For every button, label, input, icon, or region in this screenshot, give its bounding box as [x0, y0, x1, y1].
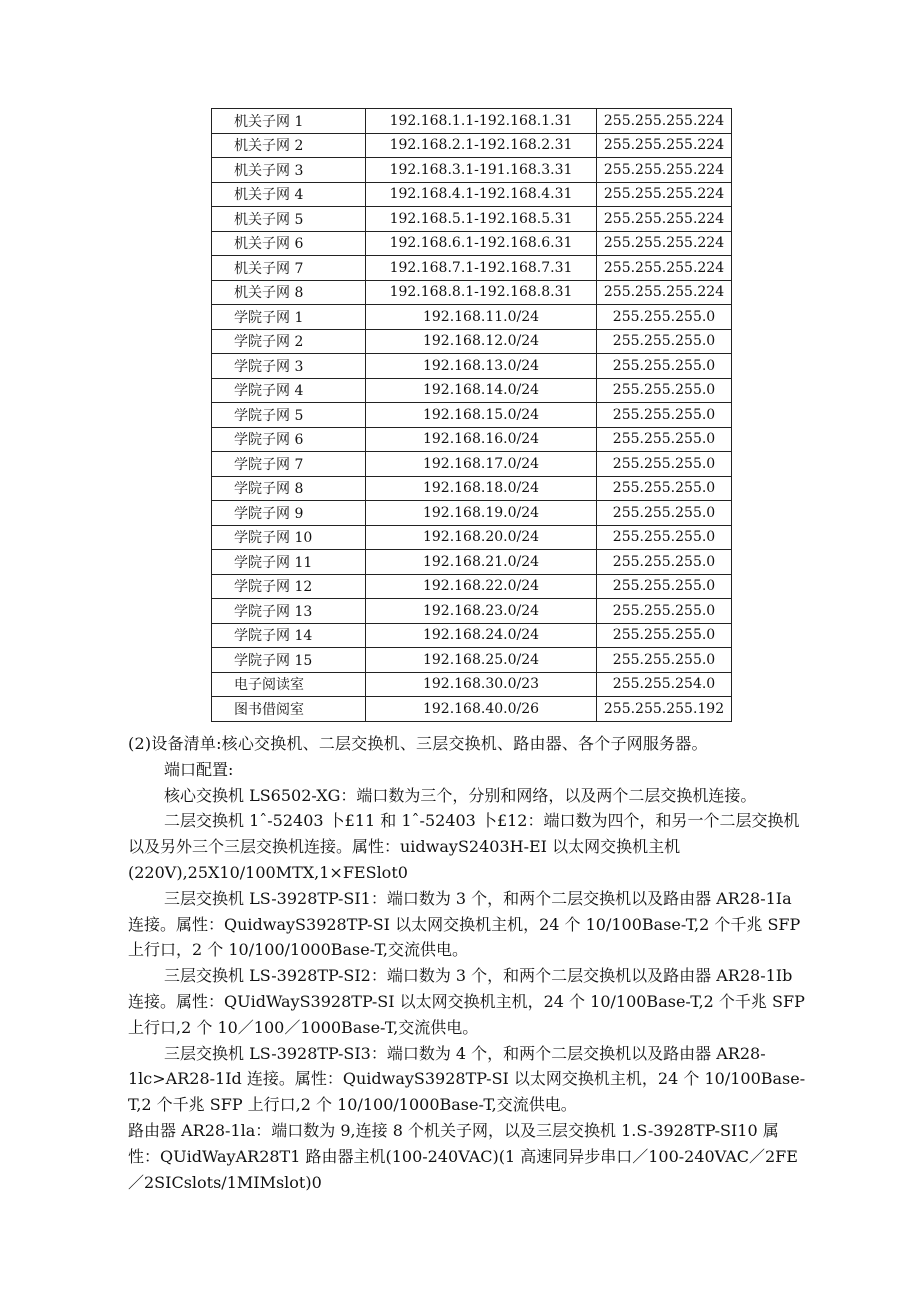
subnet-mask-cell: 255.255.255.0: [597, 574, 732, 599]
subnet-mask-cell: 255.255.255.224: [597, 158, 732, 183]
ip-range-cell: 192.168.25.0/24: [366, 648, 597, 673]
table-row: [212, 158, 732, 183]
core-switch-paragraph: 核心交换机 LS6502-XG：端口数为三个，分别和网络，以及两个二层交换机连接。: [164, 785, 757, 805]
port-config-label: 端口配置:: [164, 759, 234, 779]
subnet-mask-cell: 255.255.255.0: [597, 452, 732, 477]
ip-range-cell: 192.168.1.1-192.168.1.31: [366, 109, 597, 134]
table-row: [212, 599, 732, 624]
subnet-mask-cell: 255.255.255.0: [597, 550, 732, 575]
subnet-name-cell: 学院子网 8: [212, 476, 366, 501]
ip-range-cell: 192.168.20.0/24: [366, 525, 597, 550]
ip-range-cell: 192.168.6.1-192.168.6.31: [366, 231, 597, 256]
l2-switch-paragraph: 二层交换机 1ˆ-52403 卜£11 和 1ˆ-52403 卜£12：端口数为四个，和另一个二层交换机以及另外三个三层交换机连接。属性：uidwayS2403H-EI 以太网交换机主机(220V),25X10/100MTX,1×FESlot0: [128, 811, 800, 882]
subnet-name-cell: 学院子网 7: [212, 452, 366, 477]
table-row: [212, 697, 732, 722]
subnet-mask-cell: 255.255.255.0: [597, 623, 732, 648]
table-row: [212, 207, 732, 232]
table-row: [212, 574, 732, 599]
subnet-name-cell: 电子阅读室: [212, 672, 366, 697]
table-row: [212, 109, 732, 134]
subnet-mask-cell: 255.255.255.224: [597, 109, 732, 134]
table-row: [212, 305, 732, 330]
table-row: [212, 329, 732, 354]
subnet-mask-cell: 255.255.254.0: [597, 672, 732, 697]
ip-range-cell: 192.168.30.0/23: [366, 672, 597, 697]
table-row: [212, 256, 732, 281]
ip-range-cell: 192.168.40.0/26: [366, 697, 597, 722]
table-row: [212, 182, 732, 207]
subnet-name-cell: 学院子网 2: [212, 329, 366, 354]
subnet-mask-cell: 255.255.255.224: [597, 182, 732, 207]
subnet-mask-cell: 255.255.255.0: [597, 501, 732, 526]
subnet-name-cell: 机关子网 7: [212, 256, 366, 281]
table-row: [212, 231, 732, 256]
table-row: [212, 476, 732, 501]
subnet-name-cell: 学院子网 15: [212, 648, 366, 673]
subnet-mask-cell: 255.255.255.0: [597, 648, 732, 673]
ip-range-cell: 192.168.24.0/24: [366, 623, 597, 648]
subnet-name-cell: 学院子网 4: [212, 378, 366, 403]
subnet-mask-cell: 255.255.255.0: [597, 403, 732, 428]
table-row: [212, 550, 732, 575]
subnet-name-cell: 机关子网 6: [212, 231, 366, 256]
table-row: [212, 525, 732, 550]
ip-range-cell: 192.168.18.0/24: [366, 476, 597, 501]
ip-range-cell: 192.168.21.0/24: [366, 550, 597, 575]
subnet-mask-cell: 255.255.255.224: [597, 256, 732, 281]
subnet-name-cell: 学院子网 9: [212, 501, 366, 526]
subnet-name-cell: 机关子网 8: [212, 280, 366, 305]
subnet-mask-cell: 255.255.255.224: [597, 133, 732, 158]
ip-range-cell: 192.168.4.1-192.168.4.31: [366, 182, 597, 207]
subnet-name-cell: 机关子网 2: [212, 133, 366, 158]
subnet-name-cell: 学院子网 1: [212, 305, 366, 330]
subnet-name-cell: 学院子网 14: [212, 623, 366, 648]
subnet-mask-cell: 255.255.255.0: [597, 427, 732, 452]
ip-range-cell: 192.168.23.0/24: [366, 599, 597, 624]
router-paragraph: 路由器 AR28-1la：端口数为 9,连接 8 个机关子网，以及三层交换机 1.S-3928TP-SI10 属性：QUidWayAR28T1 路由器主机(100-240VAC)(1 高速同异步串口／100-240VAC／2FE／2SICslots/1MIMslot)0: [128, 1120, 798, 1192]
ip-range-cell: 192.168.17.0/24: [366, 452, 597, 477]
ip-range-cell: 192.168.13.0/24: [366, 354, 597, 379]
ip-range-cell: 192.168.5.1-192.168.5.31: [366, 207, 597, 232]
table-row: [212, 427, 732, 452]
table-row: [212, 623, 732, 648]
ip-range-cell: 192.168.3.1-191.168.3.31: [366, 158, 597, 183]
table-row: [212, 648, 732, 673]
table-row: [212, 378, 732, 403]
l3-switch-3-paragraph: 三层交换机 LS-3928TP-SI3：端口数为 4 个，和两个二层交换机以及路由器 AR28-1lc>AR28-1Id 连接。属性：QuidwayS3928TP-SI 以太网交换机主机，24 个 10/100Base-T,2 个千兆 SFP 上行口,2 个 10/100/1000Base-T,交流供电。: [128, 1043, 806, 1115]
ip-range-cell: 192.168.8.1-192.168.8.31: [366, 280, 597, 305]
subnet-name-cell: 学院子网 11: [212, 550, 366, 575]
table-row: [212, 501, 732, 526]
subnet-mask-cell: 255.255.255.0: [597, 525, 732, 550]
table-row: [212, 452, 732, 477]
table-row: [212, 354, 732, 379]
subnet-name-cell: 学院子网 13: [212, 599, 366, 624]
subnet-mask-cell: 255.255.255.0: [597, 305, 732, 330]
ip-range-cell: 192.168.11.0/24: [366, 305, 597, 330]
table-row: [212, 403, 732, 428]
l3-switch-2-paragraph: 三层交换机 LS-3928TP-SI2：端口数为 3 个，和两个二层交换机以及路由器 AR28-1Ib 连接。属性：QUidWayS3928TP-SI 以太网交换机主机，24 个 10/100Base-T,2 个千兆 SFP 上行口,2 个 10／100／1000Base-T,交流供电。: [128, 966, 805, 1037]
subnet-mask-cell: 255.255.255.0: [597, 476, 732, 501]
ip-range-cell: 192.168.16.0/24: [366, 427, 597, 452]
subnet-name-cell: 学院子网 10: [212, 525, 366, 550]
table-row: [212, 133, 732, 158]
subnet-table-body: [212, 109, 732, 722]
ip-range-cell: 192.168.7.1-192.168.7.31: [366, 256, 597, 281]
body-text: [128, 731, 808, 1195]
subnet-mask-cell: 255.255.255.0: [597, 329, 732, 354]
ip-range-cell: 192.168.22.0/24: [366, 574, 597, 599]
subnet-name-cell: 机关子网 1: [212, 109, 366, 134]
equipment-list-heading: (2)设备清单:核心交换机、二层交换机、三层交换机、路由器、各个子网服务器。: [128, 734, 708, 753]
subnet-mask-cell: 255.255.255.224: [597, 207, 732, 232]
subnet-name-cell: 机关子网 3: [212, 158, 366, 183]
subnet-name-cell: 学院子网 3: [212, 354, 366, 379]
ip-range-cell: 192.168.14.0/24: [366, 378, 597, 403]
subnet-mask-cell: 255.255.255.224: [597, 280, 732, 305]
subnet-name-cell: 图书借阅室: [212, 697, 366, 722]
subnet-table: [211, 108, 732, 722]
subnet-mask-cell: 255.255.255.0: [597, 599, 732, 624]
subnet-name-cell: 机关子网 4: [212, 182, 366, 207]
table-row: [212, 672, 732, 697]
l3-switch-1-paragraph: 三层交换机 LS-3928TP-SI1：端口数为 3 个，和两个二层交换机以及路由器 AR28-1Ia 连接。属性：QuidwayS3928TP-SI 以太网交换机主机，24 个 10/100Base-T,2 个千兆 SFP 上行口，2 个 10/100/1000Base-T,交流供电。: [128, 888, 801, 960]
table-row: [212, 280, 732, 305]
subnet-name-cell: 学院子网 6: [212, 427, 366, 452]
subnet-mask-cell: 255.255.255.0: [597, 354, 732, 379]
ip-range-cell: 192.168.12.0/24: [366, 329, 597, 354]
subnet-name-cell: 学院子网 12: [212, 574, 366, 599]
subnet-name-cell: 学院子网 5: [212, 403, 366, 428]
subnet-mask-cell: 255.255.255.0: [597, 378, 732, 403]
ip-range-cell: 192.168.15.0/24: [366, 403, 597, 428]
subnet-name-cell: 机关子网 5: [212, 207, 366, 232]
subnet-mask-cell: 255.255.255.224: [597, 231, 732, 256]
ip-range-cell: 192.168.2.1-192.168.2.31: [366, 133, 597, 158]
subnet-mask-cell: 255.255.255.192: [597, 697, 732, 722]
ip-range-cell: 192.168.19.0/24: [366, 501, 597, 526]
